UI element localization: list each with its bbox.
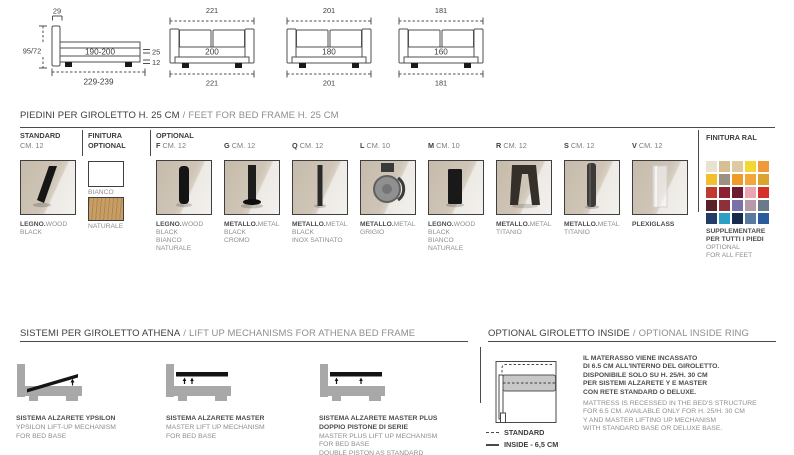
up-arrow-head <box>183 378 187 382</box>
finish-line: TITANIO <box>496 229 522 236</box>
ral-swatch <box>732 187 743 198</box>
title-separator: / <box>183 328 187 339</box>
foot-left <box>182 63 189 68</box>
material-en: WOOD <box>453 221 476 228</box>
plexiglass-leg-image <box>633 161 687 214</box>
dim-height: 95/72 <box>22 46 42 56</box>
foot-photo-m <box>428 160 484 215</box>
dim-frame-height: 25 <box>152 47 161 57</box>
mech-label-line: MASTER LIFT UP MECHANISM <box>166 423 265 431</box>
title-separator: / <box>632 328 636 339</box>
ral-note-line: FOR ALL FEET <box>706 252 753 259</box>
ral-swatch <box>706 161 717 172</box>
dim-bottom: 221 <box>205 78 219 88</box>
caster-wheel-image <box>361 161 415 214</box>
ral-swatch <box>732 213 743 224</box>
finish-line: BLACK <box>20 229 42 236</box>
ral-note-line: OPTIONAL <box>706 244 740 251</box>
lifted-base-bar <box>330 372 382 377</box>
ral-divider <box>698 130 699 212</box>
inside-text-line: WITH STANDARD BASE OR DELUXE BASE. <box>583 425 723 433</box>
frame-side-panel <box>499 375 503 419</box>
finish-line: BLACK <box>224 229 246 236</box>
material-it: METALLO. <box>564 221 598 228</box>
foot-right <box>215 396 227 401</box>
ral-swatch <box>719 174 730 185</box>
mech-label-line: SISTEMA ALZARETE MASTER <box>166 415 265 422</box>
feet-section-title <box>20 110 339 121</box>
material-en: METAL <box>393 221 416 228</box>
base <box>328 386 385 396</box>
dim-top: 181 <box>434 6 448 15</box>
foot-right <box>352 63 359 68</box>
inside-rule <box>488 341 776 342</box>
foot-letter: Q <box>292 140 298 150</box>
finitura-header: FINITURA <box>88 131 123 140</box>
master-plus-mechanism-diagram <box>319 363 387 409</box>
finish-line: BIANCO <box>428 237 454 244</box>
u-shape-metal-leg-image <box>497 161 551 214</box>
up-arrow-head <box>190 378 194 382</box>
ral-swatch <box>745 213 756 224</box>
inside-text-line: PER SISTEMI ALZARETE Y E MASTER <box>583 380 708 388</box>
foot-photo-f <box>156 160 212 215</box>
foot-photo-s <box>564 160 620 215</box>
inside-ring-diagram <box>494 355 558 427</box>
foot-letter: F <box>156 140 161 150</box>
master-plus-mechanism-label <box>319 415 437 455</box>
width-bracket <box>53 16 63 21</box>
ral-swatch <box>706 200 717 211</box>
material-it: METALLO. <box>496 221 530 228</box>
inside-description <box>583 355 757 434</box>
foot-size: CM. 12 <box>570 140 595 150</box>
foot-right <box>66 396 78 401</box>
dim-width: 29 <box>52 6 62 16</box>
standard-header: STANDARD <box>20 131 61 140</box>
mech-label-line: MASTER PLUS LIFT UP MECHANISM <box>319 432 438 440</box>
foot-letter: M <box>428 140 435 150</box>
up-arrow-head <box>335 378 339 382</box>
foot-right <box>235 63 242 68</box>
foot-right <box>369 396 381 401</box>
foot-left <box>178 396 187 401</box>
cushion-left <box>409 30 441 47</box>
feet-title-it: PIEDINI PER GIROLETTO H. 25 CM <box>20 110 180 121</box>
bed-side-view-drawing <box>8 2 163 94</box>
ral-swatch <box>719 187 730 198</box>
mechanisms-section-title <box>20 328 415 339</box>
material-en: METAL <box>325 221 348 228</box>
foot-left <box>332 396 341 401</box>
foot-photo-r <box>496 160 552 215</box>
ral-swatch <box>745 161 756 172</box>
dim-inner: 200 <box>205 47 219 57</box>
foot-letter: S <box>564 140 569 150</box>
foot-size: CM. 10 <box>366 140 391 150</box>
feet-section-rule <box>20 127 775 128</box>
ral-swatch <box>758 213 769 224</box>
inside-text-line: CON RETE STANDARD O DELUXE. <box>583 388 697 396</box>
master-mechanism-label <box>166 415 265 441</box>
finish-line: NATURALE <box>156 245 192 252</box>
ral-swatch <box>732 200 743 211</box>
dim-total-length: 229-239 <box>83 77 114 87</box>
ral-note-line: SUPPLEMENTARE <box>706 228 766 235</box>
base-band <box>175 57 249 63</box>
up-arrows <box>185 381 193 385</box>
finish-line: GRIGIO <box>360 229 385 236</box>
material-en: METAL <box>257 221 280 228</box>
mech-label-line-clipped: DOUBLE PISTON AS STANDARD <box>319 450 424 455</box>
material-en: WOOD <box>45 221 68 228</box>
material-it: LEGNO. <box>156 221 182 228</box>
finish-line: TITANIO <box>564 229 590 236</box>
ral-swatch <box>758 187 769 198</box>
foot-photo-v <box>632 160 688 215</box>
lifted-base-bar <box>176 372 228 377</box>
material-it: METALLO. <box>292 221 326 228</box>
ral-swatch <box>745 200 756 211</box>
base-band <box>60 56 140 62</box>
inside-text-line: Y AND MASTER LIFTING UP MECHANISM <box>583 416 717 424</box>
foot-right <box>125 62 132 67</box>
foot-size: CM. 12 <box>503 140 527 150</box>
material-en: METAL <box>529 221 552 228</box>
ypsilon-mechanism-diagram <box>16 363 84 409</box>
ral-swatch <box>706 174 717 185</box>
ral-note-line: PER TUTTI I PIEDI <box>706 236 764 243</box>
foot-right <box>464 63 471 68</box>
feet-title-en: FEET FOR BED FRAME H. 25 CM <box>188 110 339 121</box>
dim-inner-length: 190-200 <box>84 47 116 57</box>
foot-photo-l <box>360 160 416 215</box>
material-it: METALLO. <box>224 221 258 228</box>
mech-label-line: DOPPIO PISTONE DI SERIE <box>319 423 409 431</box>
dim-feet-height: 12 <box>152 58 161 67</box>
mech-label-line: YPSILON LIFT-UP MECHANISM <box>16 423 116 431</box>
legend-standard <box>486 428 544 437</box>
ral-note <box>706 228 765 260</box>
mech-title-it: SISTEMI PER GIROLETTO ATHENA <box>20 328 181 339</box>
mech-label-line: FOR BED BASE <box>166 432 217 440</box>
finish-line: INOX SATINATO <box>292 237 343 244</box>
finish-line: CROMO <box>224 237 250 244</box>
swatch-bianco-label: BIANCO <box>88 189 114 196</box>
recessed-mattress <box>503 375 556 391</box>
finitura-sub: OPTIONAL <box>88 140 126 150</box>
ral-swatch <box>719 161 730 172</box>
foot-left <box>29 396 38 401</box>
inside-title-it: OPTIONAL GIROLETTO INSIDE <box>488 328 630 339</box>
material-en: METAL <box>597 221 620 228</box>
standard-leg-image <box>21 161 75 214</box>
ral-swatch <box>706 213 717 224</box>
column-divider <box>82 130 83 156</box>
ral-swatch <box>745 187 756 198</box>
bed-front-view-180 <box>283 2 375 94</box>
material-en: WOOD <box>181 221 204 228</box>
swatch-naturale <box>88 197 124 221</box>
dim-top: 221 <box>205 6 219 15</box>
legend-inside <box>486 440 558 449</box>
foot-letter: V <box>632 140 637 150</box>
bottom-section-divider <box>480 347 481 403</box>
inside-section-title <box>488 328 749 339</box>
material-it: LEGNO. <box>20 221 46 228</box>
foot-size: CM. 10 <box>436 140 460 150</box>
title-separator: / <box>182 110 186 121</box>
foot-photo-q <box>292 160 348 215</box>
inside-text-line: MATTRESS IS RECESSED IN THE BED'S STRUCTURE <box>583 400 757 408</box>
ral-swatch <box>732 174 743 185</box>
mech-label-line: SISTEMA ALZARETE YPSILON <box>16 415 116 422</box>
headboard <box>52 26 60 66</box>
dim-bottom: 181 <box>434 78 448 88</box>
dim-inner: 180 <box>322 47 336 57</box>
ypsilon-mechanism-label <box>16 415 116 441</box>
inside-text-line: FOR 6.5 CM. AVAILABLE ONLY FOR H. 25/H. 30 CM <box>583 408 745 416</box>
headboard <box>17 364 25 397</box>
headboard <box>166 364 174 397</box>
foot-size: CM. 12 <box>231 140 256 150</box>
finish-line: NATURALE <box>428 245 464 252</box>
dashed-line-sample <box>486 432 499 433</box>
ral-swatch <box>719 213 730 224</box>
finish-line: BLACK <box>428 229 450 236</box>
mech-label-line: FOR BED BASE <box>319 441 370 449</box>
finish-line: BLACK <box>156 229 178 236</box>
feet-height-ticks <box>143 60 150 64</box>
foot-left <box>411 63 418 68</box>
dim-top: 201 <box>322 6 336 15</box>
thin-metal-leg-image <box>293 161 347 214</box>
cylinder-titanium-leg-image <box>565 161 619 214</box>
block-wood-leg-image <box>429 161 483 214</box>
base-band <box>404 57 478 63</box>
finish-line: BIANCO <box>156 237 182 244</box>
cushion-right <box>330 30 362 47</box>
ral-swatch <box>758 200 769 211</box>
foot-letter: R <box>496 140 502 150</box>
cushion-right <box>442 30 474 47</box>
optional-header: OPTIONAL <box>156 131 194 140</box>
swatch-naturale-label: NATURALE <box>88 223 124 230</box>
base-band <box>292 57 366 63</box>
foot-size: CM. 12 <box>162 140 187 150</box>
material-it: LEGNO. <box>428 221 454 228</box>
ral-swatch <box>719 200 730 211</box>
cylinder-wood-leg-image <box>157 161 211 214</box>
foot-left <box>65 62 72 67</box>
column-divider <box>150 130 151 156</box>
foot-size: CM. 12 <box>638 140 663 150</box>
solid-line-sample <box>486 444 499 446</box>
ral-swatch <box>758 161 769 172</box>
ral-color-grid <box>706 161 772 224</box>
mechanisms-rule <box>20 341 468 342</box>
legend-label: INSIDE - 6,5 CM <box>504 440 559 449</box>
ral-swatch <box>745 174 756 185</box>
mech-title-en: LIFT UP MECHANISMS FOR ATHENA BED FRAME <box>189 328 416 339</box>
foot-letter: G <box>224 140 230 150</box>
master-mechanism-diagram <box>165 363 233 409</box>
legend-label: STANDARD <box>504 428 545 437</box>
dim-bottom: 201 <box>322 78 336 88</box>
ral-swatch <box>706 187 717 198</box>
inside-title-en: OPTIONAL INSIDE RING <box>638 328 750 339</box>
mech-label-line: SISTEMA ALZARETE MASTER PLUS <box>319 415 438 422</box>
frame-height-ticks <box>143 50 150 54</box>
base <box>174 386 231 396</box>
ral-swatch <box>732 161 743 172</box>
headboard <box>320 364 328 397</box>
foot-size: CM. 12 <box>299 140 324 150</box>
cushion-left <box>180 30 212 47</box>
inside-text-line: IL MATERASSO VIENE INCASSATO <box>583 355 698 362</box>
foot-photo-g <box>224 160 280 215</box>
ral-header: FINITURA RAL <box>706 133 757 142</box>
metal-leg-with-base-image <box>225 161 279 214</box>
standard-size: CM. 12 <box>20 140 44 150</box>
bed-front-view-200 <box>166 2 258 94</box>
cushion-right <box>213 30 245 47</box>
foot-photo-standard <box>20 160 76 215</box>
dim-inner: 160 <box>434 47 448 57</box>
foot-letter: L <box>360 140 365 150</box>
material-it: PLEXIGLASS <box>632 221 675 228</box>
material-it: METALLO. <box>360 221 394 228</box>
ral-swatch <box>758 174 769 185</box>
swatch-bianco <box>88 161 124 187</box>
inside-text-line: DI 6.5 CM ALL'INTERNO DEL GIROLETTO. <box>583 363 720 371</box>
finish-line: BLACK <box>292 229 314 236</box>
foot-left <box>299 63 306 68</box>
up-arrow-head <box>359 378 363 382</box>
cushion-left <box>297 30 329 47</box>
inside-text-line: DISPONIBILE SOLO SU H. 25/H. 30 CM <box>583 371 708 379</box>
mech-label-line: FOR BED BASE <box>16 432 67 440</box>
frame-foot <box>501 413 506 423</box>
bed-front-view-160 <box>395 2 487 94</box>
up-arrows <box>337 381 362 385</box>
